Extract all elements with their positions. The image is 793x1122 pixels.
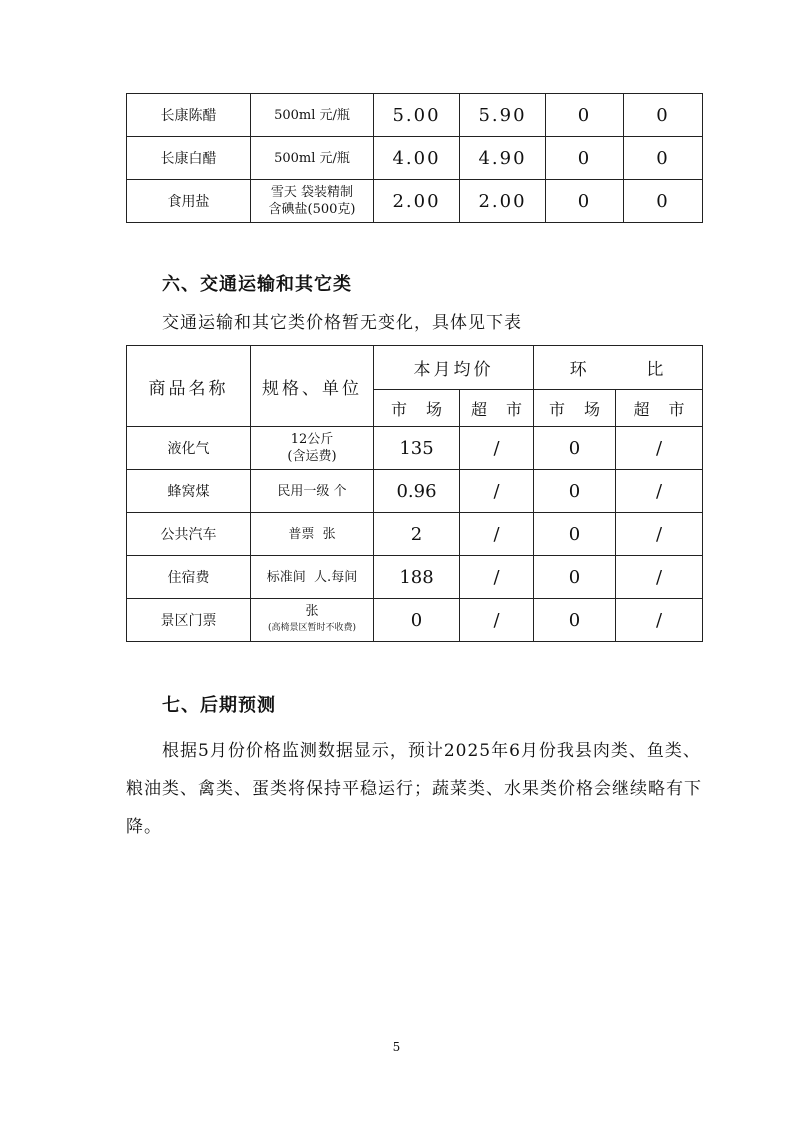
section-text-transport: 交通运输和其它类价格暂无变化，具体见下表 xyxy=(162,313,522,333)
item-spec xyxy=(251,427,374,470)
item-name: 液化气 xyxy=(127,427,251,470)
item-name: 长康陈醋 xyxy=(127,94,251,137)
change-supermarket: 0 xyxy=(624,94,703,137)
item-spec: 500ml 元/瓶 xyxy=(251,137,374,180)
item-spec-line1: 雪天 袋装精制 xyxy=(270,185,354,200)
item-spec: 500ml 元/瓶 xyxy=(251,94,374,137)
mom-supermarket: / xyxy=(616,556,703,599)
item-name: 食用盐 xyxy=(127,180,251,223)
price-table-condiments xyxy=(126,93,703,223)
supermarket-price: / xyxy=(460,556,534,599)
price-this-month: 2.00 xyxy=(374,180,460,223)
change-market: 0 xyxy=(546,94,624,137)
item-spec-line1: 张 xyxy=(305,604,319,619)
item-name: 公共汽车 xyxy=(127,513,251,556)
market-price: 0.96 xyxy=(374,470,460,513)
price-compare: 2.00 xyxy=(460,180,546,223)
table-row xyxy=(127,94,703,137)
item-spec: 普票 张 xyxy=(251,513,374,556)
header-supermarket: 超 市 xyxy=(460,390,534,427)
section-text-forecast: 根据5月份价格监测数据显示，预计2025年6月份我县肉类、鱼类、粮油类、禽类、蛋类将保持平稳运行；蔬菜类、水果类价格会继续略有下降。 xyxy=(126,741,702,837)
supermarket-price: / xyxy=(460,513,534,556)
table-row xyxy=(127,137,703,180)
section-heading-forecast: 七、后期预测 xyxy=(162,695,276,716)
change-supermarket: 0 xyxy=(624,137,703,180)
change-supermarket: 0 xyxy=(624,180,703,223)
market-price: 2 xyxy=(374,513,460,556)
item-name: 景区门票 xyxy=(127,599,251,642)
change-market: 0 xyxy=(546,180,624,223)
supermarket-price: / xyxy=(460,470,534,513)
item-name: 长康白醋 xyxy=(127,137,251,180)
table-row xyxy=(127,556,703,599)
item-spec xyxy=(251,599,374,642)
price-compare: 5.90 xyxy=(460,94,546,137)
market-price: 188 xyxy=(374,556,460,599)
item-spec: 标准间 人.每间 xyxy=(251,556,374,599)
table-row xyxy=(127,470,703,513)
header-mom: 环 比 xyxy=(534,346,703,390)
change-market: 0 xyxy=(546,137,624,180)
item-spec-line1: 12公斤 xyxy=(290,432,334,447)
table-row xyxy=(127,180,703,223)
mom-supermarket: / xyxy=(616,427,703,470)
supermarket-price: / xyxy=(460,599,534,642)
table-row xyxy=(127,513,703,556)
market-price: 135 xyxy=(374,427,460,470)
header-mom-market: 市 场 xyxy=(534,390,616,427)
table-row xyxy=(127,427,703,470)
mom-market: 0 xyxy=(534,513,616,556)
header-market: 市 场 xyxy=(374,390,460,427)
mom-supermarket: / xyxy=(616,599,703,642)
header-avg-price: 本月均价 xyxy=(374,346,534,390)
mom-market: 0 xyxy=(534,556,616,599)
mom-supermarket: / xyxy=(616,470,703,513)
header-mom-supermarket: 超 市 xyxy=(616,390,703,427)
price-table-transport xyxy=(126,345,703,642)
item-spec-line2: 含碘盐(500克) xyxy=(268,202,356,217)
mom-market: 0 xyxy=(534,470,616,513)
header-spec: 规格、单位 xyxy=(251,346,374,427)
table-row xyxy=(127,599,703,642)
item-spec: 民用一级 个 xyxy=(251,470,374,513)
price-compare: 4.90 xyxy=(460,137,546,180)
price-this-month: 5.00 xyxy=(374,94,460,137)
item-name: 住宿费 xyxy=(127,556,251,599)
header-name: 商品名称 xyxy=(127,346,251,427)
item-spec xyxy=(251,180,374,223)
item-spec-note: (高椅景区暂时不收费) xyxy=(267,623,357,633)
item-spec-line2: (含运费) xyxy=(287,449,337,464)
supermarket-price: / xyxy=(460,427,534,470)
price-this-month: 4.00 xyxy=(374,137,460,180)
item-name: 蜂窝煤 xyxy=(127,470,251,513)
section-heading-transport: 六、交通运输和其它类 xyxy=(162,274,352,295)
mom-market: 0 xyxy=(534,599,616,642)
table-header-row xyxy=(127,346,703,390)
mom-market: 0 xyxy=(534,427,616,470)
market-price: 0 xyxy=(374,599,460,642)
mom-supermarket: / xyxy=(616,513,703,556)
page-number: 5 xyxy=(392,1040,401,1054)
